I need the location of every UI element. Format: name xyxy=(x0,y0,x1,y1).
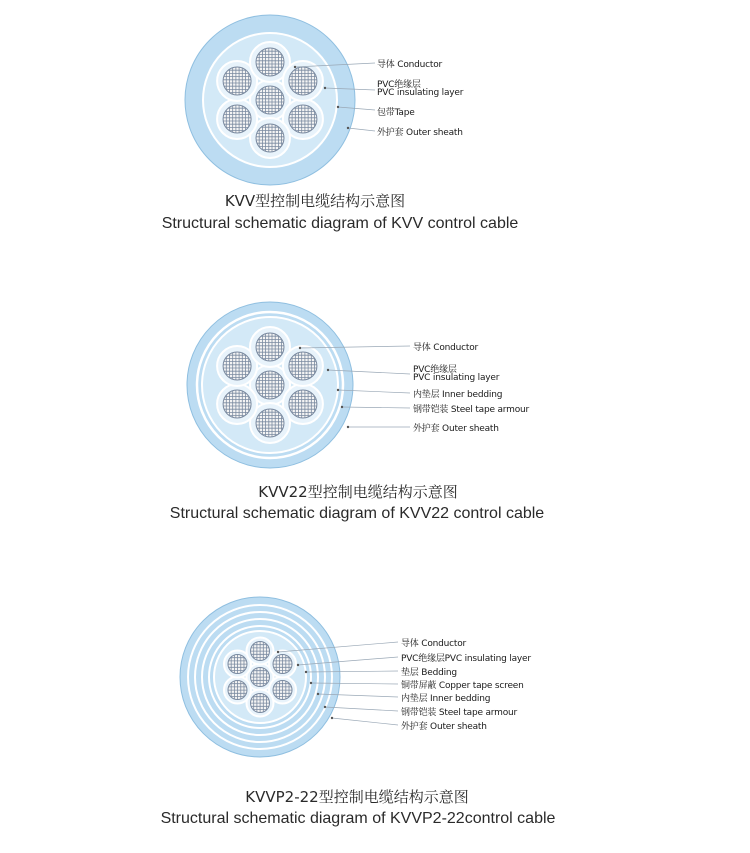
kvvp2-22-caption-cn: KVVP2-22型控制电缆结构示意图 xyxy=(245,788,469,806)
kvv22-core-4 xyxy=(223,352,251,380)
kvv22-cross-section xyxy=(0,290,750,540)
kvv-core-2 xyxy=(256,124,284,152)
kvv22-label-conductor: 导体 Conductor xyxy=(413,343,479,353)
kvv-label-insulation-en: PVC insulating layer xyxy=(377,88,464,98)
kvvp-label-steel-armour: 钢带铠装 Steel tape armour xyxy=(401,708,518,718)
kvv22-label-inner-bedding: 内垫层 Inner bedding xyxy=(413,390,503,400)
kvv-label-conductor: 导体 Conductor xyxy=(377,60,443,70)
kvvp2-22-diagram xyxy=(0,590,750,853)
kvv-caption-en: Structural schematic diagram of KVV control cable xyxy=(161,215,519,232)
kvv22-label-insulation-en: PVC insulating layer xyxy=(413,373,500,383)
kvv22-caption-cn: KVV22型控制电缆结构示意图 xyxy=(258,483,458,501)
kvvp-label-outer-sheath: 外护套 Outer sheath xyxy=(401,722,487,732)
kvv-diagram xyxy=(0,0,750,245)
kvvp-label-copper-screen: 铜带屏蔽 Copper tape screen xyxy=(401,681,524,691)
kvv-core-3 xyxy=(223,105,251,133)
kvv-core-0 xyxy=(256,86,284,114)
kvv22-label-steel-armour: 钢带铠装 Steel tape armour xyxy=(413,405,530,415)
kvv22-caption-en: Structural schematic diagram of KVV22 control cable xyxy=(169,505,545,522)
kvvp-label-inner-bedding: 内垫层 Inner bedding xyxy=(401,694,491,704)
kvvp2-22-caption-en: Structural schematic diagram of KVVP2-22control cable xyxy=(160,810,556,827)
kvvp-label-conductor: 导体 Conductor xyxy=(401,639,467,649)
kvv-leader-sheath xyxy=(348,128,375,131)
kvv22-core-3 xyxy=(223,390,251,418)
kvv-caption-cn: KVV型控制电缆结构示意图 xyxy=(224,192,406,210)
kvv22-core-6 xyxy=(289,352,317,380)
kvv-core-5 xyxy=(256,48,284,76)
kvv22-diagram xyxy=(0,290,750,540)
kvv-label-insulation-cn: PVC绝缘层 xyxy=(377,80,421,90)
kvv22-core-2 xyxy=(256,409,284,437)
kvv22-label-outer-sheath: 外护套 Outer sheath xyxy=(413,424,499,434)
kvvp-label-insulation: PVC绝缘层PVC insulating layer xyxy=(401,654,531,664)
kvvp-leader-sheath xyxy=(332,718,398,725)
kvv22-core-0 xyxy=(256,371,284,399)
kvv22-core-1 xyxy=(289,390,317,418)
kvv-core-1 xyxy=(289,105,317,133)
kvv-label-tape: 包带Tape xyxy=(377,108,415,118)
kvvp-label-bedding: 垫层 Bedding xyxy=(401,668,457,678)
kvv22-label-insulation-cn: PVC绝缘层 xyxy=(413,365,457,375)
kvv-label-outer-sheath: 外护套 Outer sheath xyxy=(377,128,463,138)
kvvp-leader-armour xyxy=(325,707,398,711)
kvv-core-6 xyxy=(289,67,317,95)
kvv22-leader-armour xyxy=(342,407,410,408)
kvv22-core-5 xyxy=(256,333,284,361)
kvv-core-4 xyxy=(223,67,251,95)
